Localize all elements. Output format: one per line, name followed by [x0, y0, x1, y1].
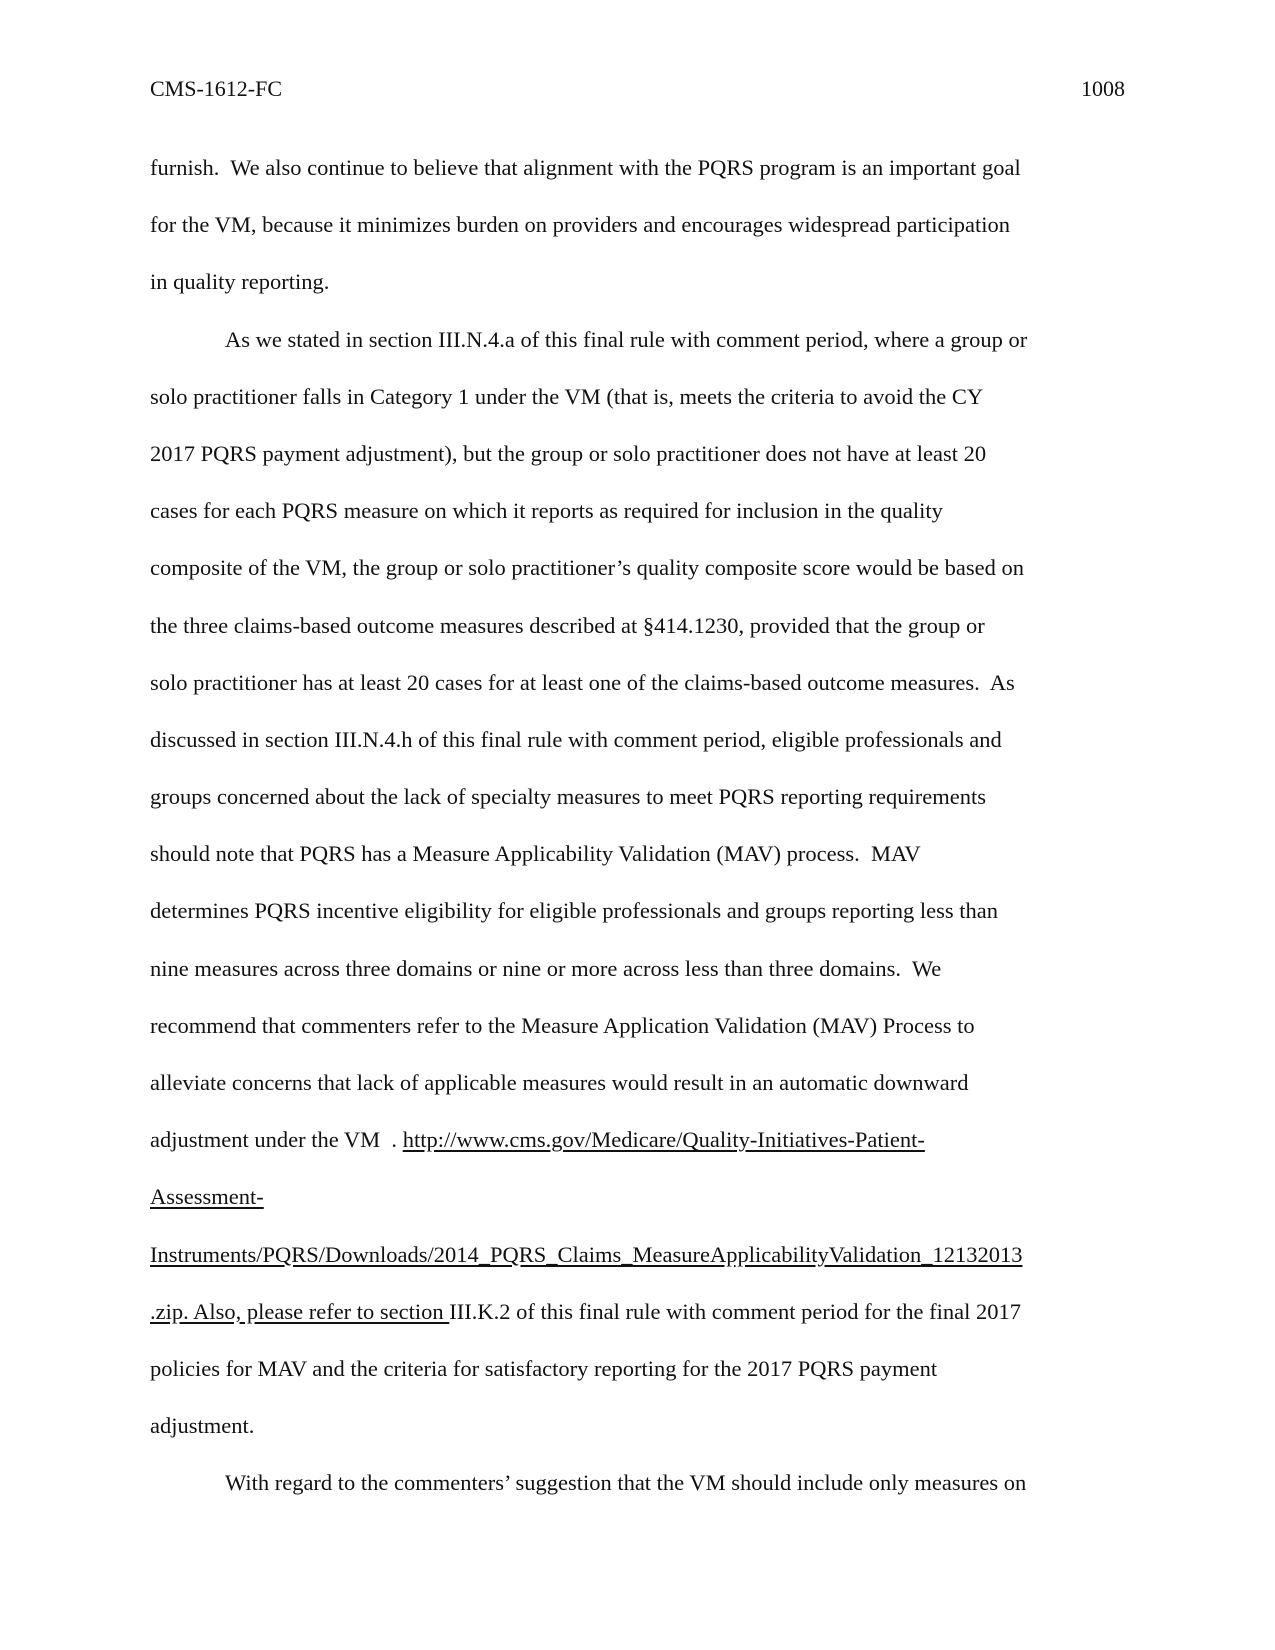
text-line: [150, 311, 1125, 368]
text-segment: 2017 PQRS payment adjustment), but the group or solo practitioner does not have at least 20: [150, 440, 987, 466]
text-line: [150, 1054, 1125, 1111]
page-header: [150, 72, 1125, 106]
text-segment: should note that PQRS has a Measure Applicability Validation (MAV) process. MAV: [150, 841, 921, 867]
url-link[interactable]: Assessment-: [150, 1184, 264, 1210]
document-body: [150, 139, 1125, 1512]
text-segment: for the VM, because it minimizes burden on providers and encourages widespread participation: [150, 212, 1010, 238]
text-segment: furnish. We also continue to believe that alignment with the PQRS program is an important goal: [150, 155, 1021, 180]
text-line: [150, 1283, 1125, 1340]
text-segment: composite of the VM, the group or solo practitioner’s quality composite score would be based on: [150, 555, 1024, 581]
text-segment: groups concerned about the lack of specialty measures to meet PQRS reporting requirements: [150, 784, 987, 810]
text-segment: determines PQRS incentive eligibility for eligible professionals and groups reporting less than: [150, 898, 998, 924]
text-line: [150, 768, 1125, 825]
text-line: [150, 425, 1125, 482]
text-line: [150, 253, 1125, 310]
text-segment: III.K.2 of this final rule with comment period for the final 2017: [449, 1298, 1022, 1324]
text-segment: With regard to the commenters’ suggestion that the VM should include only measures on: [225, 1470, 1027, 1496]
text-line: [150, 940, 1125, 997]
text-line: [150, 654, 1125, 711]
document-id: CMS-1612-FC: [150, 76, 283, 101]
text-line: [150, 1397, 1125, 1454]
text-line: [150, 1454, 1125, 1511]
text-segment: policies for MAV and the criteria for satisfactory reporting for the 2017 PQRS payment: [150, 1355, 938, 1381]
text-line: [150, 711, 1125, 768]
text-segment: alleviate concerns that lack of applicable measures would result in an automatic downward: [150, 1070, 969, 1095]
text-segment: cases for each PQRS measure on which it reports as required for inclusion in the quality: [150, 498, 943, 524]
text-segment: in quality reporting.: [150, 269, 330, 295]
text-line: [150, 1340, 1125, 1397]
text-line: [150, 825, 1125, 882]
text-line: [150, 882, 1125, 939]
text-segment: solo practitioner falls in Category 1 under the VM (that is, meets the criteria to avoid the CY: [150, 383, 984, 409]
text-line: [150, 997, 1125, 1054]
text-segment: nine measures across three domains or nine or more across less than three domains. We: [150, 955, 942, 981]
text-line: [150, 1168, 1125, 1225]
text-segment: As we stated in section III.N.4.a of this final rule with comment period, where a group or: [225, 326, 1028, 352]
text-segment: solo practitioner has at least 20 cases for at least one of the claims-based outcome measures. As: [150, 669, 1015, 695]
text-segment: adjustment under the VM .: [150, 1127, 403, 1153]
text-line: [150, 482, 1125, 539]
text-segment: discussed in section III.N.4.h of this final rule with comment period, eligible professionals and: [150, 726, 1002, 752]
text-line: [150, 139, 1125, 196]
text-line: [150, 196, 1125, 253]
text-segment: recommend that commenters refer to the Measure Application Validation (MAV) Process to: [150, 1012, 975, 1038]
text-line: [150, 597, 1125, 654]
text-line: [150, 1111, 1125, 1168]
text-segment: the three claims-based outcome measures described at §414.1230, provided that the group or: [150, 612, 985, 638]
page-number: 1008: [1081, 76, 1125, 101]
text-line: [150, 368, 1125, 425]
text-segment: adjustment.: [150, 1413, 255, 1439]
url-link[interactable]: http://www.cms.gov/Medicare/Quality-Initiatives-Patient-: [402, 1127, 925, 1153]
url-link[interactable]: Instruments/PQRS/Downloads/2014_PQRS_Claims_MeasureApplicabilityValidation_12132013: [150, 1241, 1023, 1267]
text-line: [150, 539, 1125, 596]
text-line: [150, 1226, 1125, 1283]
url-link[interactable]: .zip. Also, please refer to section: [150, 1298, 450, 1324]
